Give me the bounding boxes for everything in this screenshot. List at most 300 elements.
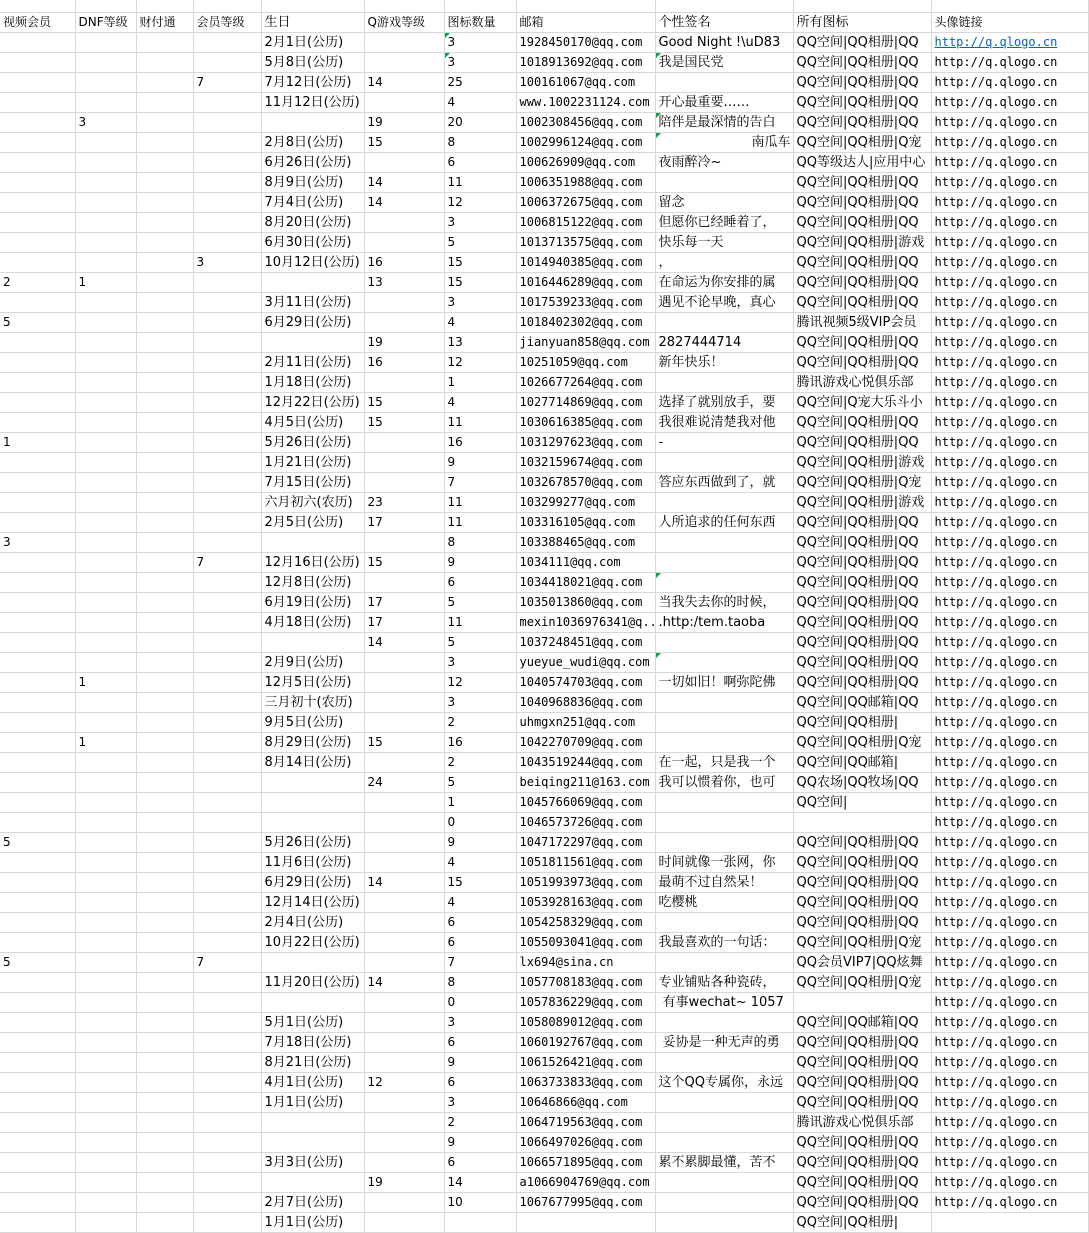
cell-qgame[interactable]: 14 bbox=[364, 172, 444, 192]
cell-icons[interactable]: QQ空间|QQ相册|QQ bbox=[793, 672, 931, 692]
cell-icon_count[interactable]: 2 bbox=[444, 1112, 516, 1132]
cell-icons[interactable]: QQ空间|QQ相册|QQ bbox=[793, 72, 931, 92]
cell-signature[interactable] bbox=[655, 1192, 793, 1212]
cell-vip[interactable] bbox=[193, 92, 261, 112]
cell-vip[interactable] bbox=[193, 512, 261, 532]
cell-signature[interactable]: 一切如旧！啊弥陀佛 bbox=[655, 672, 793, 692]
cell-birthday[interactable]: 六月初六(农历) bbox=[261, 492, 364, 512]
cell-dnf[interactable] bbox=[75, 892, 136, 912]
cell-icons[interactable]: QQ会员VIP7|QQ炫舞 bbox=[793, 952, 931, 972]
cell-birthday[interactable]: 12月14日(公历) bbox=[261, 892, 364, 912]
cell-tenpay[interactable] bbox=[136, 692, 193, 712]
cell-signature[interactable]: - bbox=[655, 432, 793, 452]
cell-signature[interactable] bbox=[655, 172, 793, 192]
cell-icons[interactable]: 腾讯游戏心悦俱乐部 bbox=[793, 372, 931, 392]
cell-birthday[interactable]: 12月22日(公历) bbox=[261, 392, 364, 412]
cell-link[interactable]: http://q.qlogo.cn bbox=[931, 552, 1088, 572]
cell-vip[interactable]: 3 bbox=[193, 252, 261, 272]
cell-icon_count[interactable]: 6 bbox=[444, 1152, 516, 1172]
cell-vip[interactable] bbox=[193, 1012, 261, 1032]
cell-signature[interactable] bbox=[655, 792, 793, 812]
cell-signature[interactable] bbox=[655, 812, 793, 832]
cell-tenpay[interactable] bbox=[136, 852, 193, 872]
cell-dnf[interactable] bbox=[75, 1072, 136, 1092]
cell-video_vip[interactable]: 5 bbox=[0, 312, 75, 332]
cell-dnf[interactable] bbox=[75, 1172, 136, 1192]
cell-icons[interactable]: QQ空间|QQ相册|QQ bbox=[793, 652, 931, 672]
cell-tenpay[interactable] bbox=[136, 652, 193, 672]
column-header-tenpay[interactable]: 财付通 bbox=[136, 12, 193, 32]
cell-icons[interactable]: QQ空间|QQ相册|QQ bbox=[793, 112, 931, 132]
cell-link[interactable]: http://q.qlogo.cn bbox=[931, 112, 1088, 132]
cell-birthday[interactable] bbox=[261, 632, 364, 652]
cell-birthday[interactable]: 1月18日(公历) bbox=[261, 372, 364, 392]
cell-tenpay[interactable] bbox=[136, 372, 193, 392]
cell-email[interactable]: yueyue_wudi@qq.com bbox=[516, 652, 655, 672]
cell-link[interactable]: http://q.qlogo.cn bbox=[931, 372, 1088, 392]
cell-vip[interactable] bbox=[193, 692, 261, 712]
cell-empty-birthday[interactable] bbox=[261, 0, 364, 12]
cell-video_vip[interactable] bbox=[0, 812, 75, 832]
cell-icons[interactable]: QQ空间|QQ相册|QQ bbox=[793, 212, 931, 232]
cell-signature[interactable]: 在一起，只是我一个 bbox=[655, 752, 793, 772]
cell-empty-dnf[interactable] bbox=[75, 0, 136, 12]
cell-video_vip[interactable] bbox=[0, 1052, 75, 1072]
cell-icons[interactable]: QQ空间|QQ相册|QQ bbox=[793, 872, 931, 892]
cell-dnf[interactable] bbox=[75, 932, 136, 952]
cell-icons[interactable]: QQ等级达人|应用中心 bbox=[793, 152, 931, 172]
cell-birthday[interactable]: 6月26日(公历) bbox=[261, 152, 364, 172]
cell-dnf[interactable] bbox=[75, 52, 136, 72]
cell-email[interactable]: 1027714869@qq.com bbox=[516, 392, 655, 412]
cell-icon_count[interactable]: 4 bbox=[444, 892, 516, 912]
cell-link[interactable]: http://q.qlogo.cn bbox=[931, 252, 1088, 272]
cell-dnf[interactable] bbox=[75, 872, 136, 892]
cell-email[interactable]: 1034418021@qq.com bbox=[516, 572, 655, 592]
cell-signature[interactable] bbox=[655, 732, 793, 752]
cell-vip[interactable] bbox=[193, 752, 261, 772]
cell-email[interactable]: 1057708183@qq.com bbox=[516, 972, 655, 992]
cell-video_vip[interactable] bbox=[0, 192, 75, 212]
cell-icon_count[interactable]: 5 bbox=[444, 232, 516, 252]
cell-icon_count[interactable]: 12 bbox=[444, 672, 516, 692]
cell-icons[interactable]: QQ空间|QQ邮箱| bbox=[793, 752, 931, 772]
cell-link[interactable]: http://q.qlogo.cn bbox=[931, 732, 1088, 752]
cell-icons[interactable]: QQ空间|QQ相册|游戏 bbox=[793, 492, 931, 512]
cell-link[interactable]: http://q.qlogo.cn bbox=[931, 412, 1088, 432]
cell-video_vip[interactable] bbox=[0, 592, 75, 612]
cell-link[interactable]: http://q.qlogo.cn bbox=[931, 712, 1088, 732]
cell-qgame[interactable]: 14 bbox=[364, 72, 444, 92]
cell-dnf[interactable] bbox=[75, 912, 136, 932]
cell-qgame[interactable] bbox=[364, 992, 444, 1012]
cell-qgame[interactable]: 15 bbox=[364, 132, 444, 152]
cell-dnf[interactable] bbox=[75, 312, 136, 332]
cell-qgame[interactable]: 14 bbox=[364, 632, 444, 652]
cell-dnf[interactable] bbox=[75, 372, 136, 392]
cell-icons[interactable]: QQ空间|QQ相册|QQ bbox=[793, 432, 931, 452]
cell-icon_count[interactable]: 2 bbox=[444, 752, 516, 772]
cell-link[interactable]: http://q.qlogo.cn bbox=[931, 1132, 1088, 1152]
cell-signature[interactable] bbox=[655, 312, 793, 332]
cell-icons[interactable]: QQ空间|QQ相册|QQ bbox=[793, 272, 931, 292]
cell-birthday[interactable]: 9月5日(公历) bbox=[261, 712, 364, 732]
cell-icon_count[interactable]: 3 bbox=[444, 212, 516, 232]
column-header-icon_count[interactable]: 图标数量 bbox=[444, 12, 516, 32]
cell-icons[interactable]: QQ空间|QQ相册|Q宠 bbox=[793, 472, 931, 492]
cell-signature[interactable]: 这个QQ专属你，永远 bbox=[655, 1072, 793, 1092]
cell-vip[interactable] bbox=[193, 292, 261, 312]
cell-icon_count[interactable]: 4 bbox=[444, 392, 516, 412]
cell-icons[interactable]: QQ空间|QQ相册|游戏 bbox=[793, 452, 931, 472]
cell-link[interactable]: http://q.qlogo.cn bbox=[931, 872, 1088, 892]
cell-birthday[interactable]: 1月21日(公历) bbox=[261, 452, 364, 472]
cell-dnf[interactable] bbox=[75, 1092, 136, 1112]
cell-icons[interactable]: QQ空间|QQ相册|QQ bbox=[793, 1052, 931, 1072]
cell-icon_count[interactable]: 20 bbox=[444, 112, 516, 132]
cell-birthday[interactable] bbox=[261, 532, 364, 552]
cell-icons[interactable]: 腾讯游戏心悦俱乐部 bbox=[793, 1112, 931, 1132]
cell-video_vip[interactable]: 3 bbox=[0, 532, 75, 552]
cell-email[interactable]: 1018913692@qq.com bbox=[516, 52, 655, 72]
cell-dnf[interactable] bbox=[75, 1112, 136, 1132]
cell-vip[interactable]: 7 bbox=[193, 952, 261, 972]
cell-icons[interactable]: QQ空间|QQ相册|QQ bbox=[793, 632, 931, 652]
cell-email[interactable]: 10646866@qq.com bbox=[516, 1092, 655, 1112]
cell-tenpay[interactable] bbox=[136, 972, 193, 992]
cell-tenpay[interactable] bbox=[136, 572, 193, 592]
cell-signature[interactable]: 遇见不论早晚，真心 bbox=[655, 292, 793, 312]
cell-video_vip[interactable] bbox=[0, 372, 75, 392]
cell-video_vip[interactable] bbox=[0, 672, 75, 692]
cell-tenpay[interactable] bbox=[136, 632, 193, 652]
cell-email[interactable]: 1006351988@qq.com bbox=[516, 172, 655, 192]
cell-qgame[interactable] bbox=[364, 1032, 444, 1052]
cell-signature[interactable]: 南瓜车 bbox=[655, 132, 793, 152]
cell-link[interactable]: http://q.qlogo.cn bbox=[931, 1152, 1088, 1172]
cell-birthday[interactable]: 2月7日(公历) bbox=[261, 1192, 364, 1212]
cell-qgame[interactable] bbox=[364, 1052, 444, 1072]
cell-dnf[interactable] bbox=[75, 752, 136, 772]
cell-vip[interactable] bbox=[193, 1192, 261, 1212]
cell-qgame[interactable] bbox=[364, 752, 444, 772]
cell-empty-tenpay[interactable] bbox=[136, 0, 193, 12]
cell-birthday[interactable]: 8月14日(公历) bbox=[261, 752, 364, 772]
cell-link[interactable]: http://q.qlogo.cn bbox=[931, 972, 1088, 992]
cell-link[interactable]: http://q.qlogo.cn bbox=[931, 1072, 1088, 1092]
cell-email[interactable]: 1058089012@qq.com bbox=[516, 1012, 655, 1032]
cell-link[interactable]: http://q.qlogo.cn bbox=[931, 612, 1088, 632]
cell-video_vip[interactable] bbox=[0, 492, 75, 512]
cell-qgame[interactable]: 17 bbox=[364, 612, 444, 632]
cell-birthday[interactable]: 12月8日(公历) bbox=[261, 572, 364, 592]
cell-icon_count[interactable] bbox=[444, 1212, 516, 1232]
cell-icons[interactable]: QQ空间|QQ相册|QQ bbox=[793, 1032, 931, 1052]
cell-video_vip[interactable] bbox=[0, 1072, 75, 1092]
cell-tenpay[interactable] bbox=[136, 912, 193, 932]
cell-tenpay[interactable] bbox=[136, 52, 193, 72]
cell-vip[interactable] bbox=[193, 32, 261, 52]
column-header-vip[interactable]: 会员等级 bbox=[193, 12, 261, 32]
cell-link[interactable]: http://q.qlogo.cn bbox=[931, 1032, 1088, 1052]
cell-vip[interactable] bbox=[193, 1112, 261, 1132]
cell-tenpay[interactable] bbox=[136, 1032, 193, 1052]
cell-signature[interactable] bbox=[655, 692, 793, 712]
cell-tenpay[interactable] bbox=[136, 1092, 193, 1112]
cell-signature[interactable]: 人所追求的任何东西 bbox=[655, 512, 793, 532]
cell-vip[interactable] bbox=[193, 1052, 261, 1072]
cell-signature[interactable]: 但愿你已经睡着了， bbox=[655, 212, 793, 232]
cell-icon_count[interactable]: 2 bbox=[444, 712, 516, 732]
cell-video_vip[interactable] bbox=[0, 212, 75, 232]
cell-link[interactable]: http://q.qlogo.cn bbox=[931, 592, 1088, 612]
cell-tenpay[interactable] bbox=[136, 992, 193, 1012]
cell-qgame[interactable]: 15 bbox=[364, 732, 444, 752]
cell-video_vip[interactable] bbox=[0, 872, 75, 892]
cell-dnf[interactable] bbox=[75, 812, 136, 832]
cell-video_vip[interactable] bbox=[0, 552, 75, 572]
cell-qgame[interactable]: 19 bbox=[364, 332, 444, 352]
cell-email[interactable]: 1067677995@qq.com bbox=[516, 1192, 655, 1212]
cell-icons[interactable]: QQ空间|QQ相册| bbox=[793, 1212, 931, 1232]
cell-icons[interactable] bbox=[793, 812, 931, 832]
cell-icon_count[interactable]: 1 bbox=[444, 792, 516, 812]
cell-link[interactable]: http://q.qlogo.cn bbox=[931, 392, 1088, 412]
cell-email[interactable]: 1061526421@qq.com bbox=[516, 1052, 655, 1072]
cell-qgame[interactable] bbox=[364, 832, 444, 852]
cell-dnf[interactable] bbox=[75, 132, 136, 152]
cell-signature[interactable] bbox=[655, 912, 793, 932]
cell-email[interactable]: 103388465@qq.com bbox=[516, 532, 655, 552]
cell-email[interactable]: 1054258329@qq.com bbox=[516, 912, 655, 932]
cell-vip[interactable]: 7 bbox=[193, 552, 261, 572]
cell-signature[interactable]: 快乐每一天 bbox=[655, 232, 793, 252]
cell-email[interactable]: 1057836229@qq.com bbox=[516, 992, 655, 1012]
cell-tenpay[interactable] bbox=[136, 312, 193, 332]
cell-vip[interactable] bbox=[193, 792, 261, 812]
cell-birthday[interactable]: 7月4日(公历) bbox=[261, 192, 364, 212]
cell-vip[interactable] bbox=[193, 912, 261, 932]
cell-qgame[interactable] bbox=[364, 1112, 444, 1132]
cell-video_vip[interactable] bbox=[0, 132, 75, 152]
cell-qgame[interactable]: 14 bbox=[364, 972, 444, 992]
cell-icons[interactable]: QQ空间|QQ相册|QQ bbox=[793, 52, 931, 72]
cell-video_vip[interactable] bbox=[0, 472, 75, 492]
cell-dnf[interactable] bbox=[75, 532, 136, 552]
cell-qgame[interactable] bbox=[364, 472, 444, 492]
cell-tenpay[interactable] bbox=[136, 72, 193, 92]
cell-vip[interactable] bbox=[193, 112, 261, 132]
cell-vip[interactable] bbox=[193, 332, 261, 352]
cell-dnf[interactable] bbox=[75, 852, 136, 872]
cell-icons[interactable]: QQ空间|QQ相册|QQ bbox=[793, 292, 931, 312]
cell-birthday[interactable]: 7月12日(公历) bbox=[261, 72, 364, 92]
cell-signature[interactable]: 2827444714 bbox=[655, 332, 793, 352]
cell-video_vip[interactable] bbox=[0, 772, 75, 792]
cell-link[interactable]: http://q.qlogo.cn bbox=[931, 92, 1088, 112]
cell-tenpay[interactable] bbox=[136, 132, 193, 152]
cell-email[interactable]: 100161067@qq.com bbox=[516, 72, 655, 92]
cell-signature[interactable] bbox=[655, 372, 793, 392]
cell-signature[interactable] bbox=[655, 572, 793, 592]
cell-tenpay[interactable] bbox=[136, 892, 193, 912]
cell-vip[interactable] bbox=[193, 712, 261, 732]
cell-qgame[interactable] bbox=[364, 52, 444, 72]
cell-tenpay[interactable] bbox=[136, 832, 193, 852]
cell-dnf[interactable] bbox=[75, 832, 136, 852]
cell-link[interactable]: http://q.qlogo.cn bbox=[931, 832, 1088, 852]
cell-signature[interactable]: 当我失去你的时候， bbox=[655, 592, 793, 612]
cell-email[interactable]: 1032159674@qq.com bbox=[516, 452, 655, 472]
cell-birthday[interactable] bbox=[261, 792, 364, 812]
cell-icon_count[interactable]: 11 bbox=[444, 412, 516, 432]
cell-tenpay[interactable] bbox=[136, 332, 193, 352]
cell-icon_count[interactable]: 3 bbox=[444, 652, 516, 672]
cell-email[interactable]: 1055093041@qq.com bbox=[516, 932, 655, 952]
cell-video_vip[interactable] bbox=[0, 252, 75, 272]
cell-email[interactable]: 1018402302@qq.com bbox=[516, 312, 655, 332]
cell-dnf[interactable] bbox=[75, 692, 136, 712]
cell-birthday[interactable]: 6月29日(公历) bbox=[261, 312, 364, 332]
cell-icons[interactable] bbox=[793, 992, 931, 1012]
cell-icon_count[interactable]: 11 bbox=[444, 172, 516, 192]
cell-empty-link[interactable] bbox=[931, 0, 1088, 12]
cell-video_vip[interactable] bbox=[0, 852, 75, 872]
cell-signature[interactable]: 最萌不过自然呆！ bbox=[655, 872, 793, 892]
cell-vip[interactable] bbox=[193, 452, 261, 472]
cell-vip[interactable] bbox=[193, 832, 261, 852]
cell-empty-signature[interactable] bbox=[655, 0, 793, 12]
cell-video_vip[interactable] bbox=[0, 1132, 75, 1152]
cell-link[interactable]: http://q.qlogo.cn bbox=[931, 852, 1088, 872]
cell-dnf[interactable] bbox=[75, 452, 136, 472]
cell-birthday[interactable] bbox=[261, 1112, 364, 1132]
cell-vip[interactable] bbox=[193, 472, 261, 492]
cell-link[interactable]: http://q.qlogo.cn bbox=[931, 1172, 1088, 1192]
cell-icon_count[interactable]: 14 bbox=[444, 1172, 516, 1192]
cell-email[interactable]: 1030616385@qq.com bbox=[516, 412, 655, 432]
cell-email[interactable]: 1063733833@qq.com bbox=[516, 1072, 655, 1092]
cell-icons[interactable]: QQ空间|QQ邮箱|QQ bbox=[793, 1012, 931, 1032]
cell-email[interactable]: 1064719563@qq.com bbox=[516, 1112, 655, 1132]
cell-link[interactable]: http://q.qlogo.cn bbox=[931, 1092, 1088, 1112]
cell-qgame[interactable] bbox=[364, 92, 444, 112]
cell-link[interactable]: http://q.qlogo.cn bbox=[931, 992, 1088, 1012]
cell-link[interactable]: http://q.qlogo.cn bbox=[931, 1112, 1088, 1132]
cell-vip[interactable] bbox=[193, 432, 261, 452]
cell-tenpay[interactable] bbox=[136, 472, 193, 492]
cell-tenpay[interactable] bbox=[136, 152, 193, 172]
cell-link[interactable]: http://q.qlogo.cn bbox=[931, 632, 1088, 652]
cell-link[interactable]: http://q.qlogo.cn bbox=[931, 472, 1088, 492]
cell-birthday[interactable]: 1月1日(公历) bbox=[261, 1212, 364, 1232]
cell-dnf[interactable] bbox=[75, 1132, 136, 1152]
cell-dnf[interactable] bbox=[75, 1212, 136, 1232]
cell-email[interactable]: jianyuan858@qq.com bbox=[516, 332, 655, 352]
cell-icon_count[interactable]: 3 bbox=[444, 1092, 516, 1112]
cell-email[interactable]: 1047172297@qq.com bbox=[516, 832, 655, 852]
cell-video_vip[interactable] bbox=[0, 752, 75, 772]
cell-icons[interactable]: QQ空间|QQ相册|QQ bbox=[793, 592, 931, 612]
cell-birthday[interactable]: 5月8日(公历) bbox=[261, 52, 364, 72]
cell-dnf[interactable] bbox=[75, 612, 136, 632]
cell-link[interactable]: http://q.qlogo.cn bbox=[931, 652, 1088, 672]
cell-signature[interactable] bbox=[655, 1112, 793, 1132]
cell-qgame[interactable] bbox=[364, 852, 444, 872]
cell-icon_count[interactable]: 11 bbox=[444, 512, 516, 532]
cell-vip[interactable]: 7 bbox=[193, 72, 261, 92]
cell-icon_count[interactable]: 13 bbox=[444, 332, 516, 352]
cell-video_vip[interactable] bbox=[0, 1032, 75, 1052]
cell-vip[interactable] bbox=[193, 1092, 261, 1112]
cell-birthday[interactable]: 4月5日(公历) bbox=[261, 412, 364, 432]
cell-tenpay[interactable] bbox=[136, 292, 193, 312]
cell-vip[interactable] bbox=[193, 372, 261, 392]
cell-link[interactable]: http://q.qlogo.cn bbox=[931, 512, 1088, 532]
cell-icons[interactable]: QQ空间|QQ相册|QQ bbox=[793, 92, 931, 112]
cell-qgame[interactable] bbox=[364, 812, 444, 832]
cell-qgame[interactable]: 15 bbox=[364, 412, 444, 432]
cell-birthday[interactable]: 2月11日(公历) bbox=[261, 352, 364, 372]
cell-birthday[interactable]: 6月30日(公历) bbox=[261, 232, 364, 252]
cell-qgame[interactable]: 16 bbox=[364, 352, 444, 372]
cell-birthday[interactable] bbox=[261, 1132, 364, 1152]
cell-signature[interactable]: .http:/tem.taoba bbox=[655, 612, 793, 632]
cell-signature[interactable]: 选择了就别放手，要 bbox=[655, 392, 793, 412]
cell-video_vip[interactable] bbox=[0, 292, 75, 312]
cell-icon_count[interactable]: 1 bbox=[444, 372, 516, 392]
cell-qgame[interactable] bbox=[364, 452, 444, 472]
column-header-link[interactable]: 头像链接 bbox=[931, 12, 1088, 32]
cell-email[interactable]: 100626909@qq.com bbox=[516, 152, 655, 172]
cell-icon_count[interactable]: 7 bbox=[444, 472, 516, 492]
cell-video_vip[interactable] bbox=[0, 1092, 75, 1112]
cell-dnf[interactable] bbox=[75, 992, 136, 1012]
cell-link[interactable]: http://q.qlogo.cn bbox=[931, 172, 1088, 192]
cell-dnf[interactable] bbox=[75, 152, 136, 172]
cell-signature[interactable]: 在命运为你安排的属 bbox=[655, 272, 793, 292]
cell-birthday[interactable]: 三月初十(农历) bbox=[261, 692, 364, 712]
cell-dnf[interactable] bbox=[75, 432, 136, 452]
cell-signature[interactable] bbox=[655, 1212, 793, 1232]
cell-dnf[interactable] bbox=[75, 232, 136, 252]
cell-birthday[interactable] bbox=[261, 772, 364, 792]
cell-link[interactable]: http://q.qlogo.cn bbox=[931, 812, 1088, 832]
cell-qgame[interactable] bbox=[364, 312, 444, 332]
cell-tenpay[interactable] bbox=[136, 932, 193, 952]
cell-link[interactable]: http://q.qlogo.cn bbox=[931, 672, 1088, 692]
cell-birthday[interactable]: 8月29日(公历) bbox=[261, 732, 364, 752]
cell-empty-email[interactable] bbox=[516, 0, 655, 12]
cell-link[interactable]: http://q.qlogo.cn bbox=[931, 572, 1088, 592]
cell-dnf[interactable] bbox=[75, 1052, 136, 1072]
cell-tenpay[interactable] bbox=[136, 752, 193, 772]
cell-birthday[interactable] bbox=[261, 112, 364, 132]
cell-birthday[interactable]: 3月3日(公历) bbox=[261, 1152, 364, 1172]
cell-email[interactable]: uhmgxn251@qq.com bbox=[516, 712, 655, 732]
cell-vip[interactable] bbox=[193, 192, 261, 212]
cell-dnf[interactable] bbox=[75, 252, 136, 272]
cell-qgame[interactable] bbox=[364, 792, 444, 812]
cell-dnf[interactable]: 1 bbox=[75, 272, 136, 292]
cell-qgame[interactable] bbox=[364, 212, 444, 232]
cell-signature[interactable]: 妥协是一种无声的勇 bbox=[655, 1032, 793, 1052]
cell-email[interactable]: lx694@sina.cn bbox=[516, 952, 655, 972]
cell-email[interactable]: 1016446289@qq.com bbox=[516, 272, 655, 292]
cell-video_vip[interactable] bbox=[0, 92, 75, 112]
cell-signature[interactable]: ， bbox=[655, 252, 793, 272]
cell-empty-icons[interactable] bbox=[793, 0, 931, 12]
